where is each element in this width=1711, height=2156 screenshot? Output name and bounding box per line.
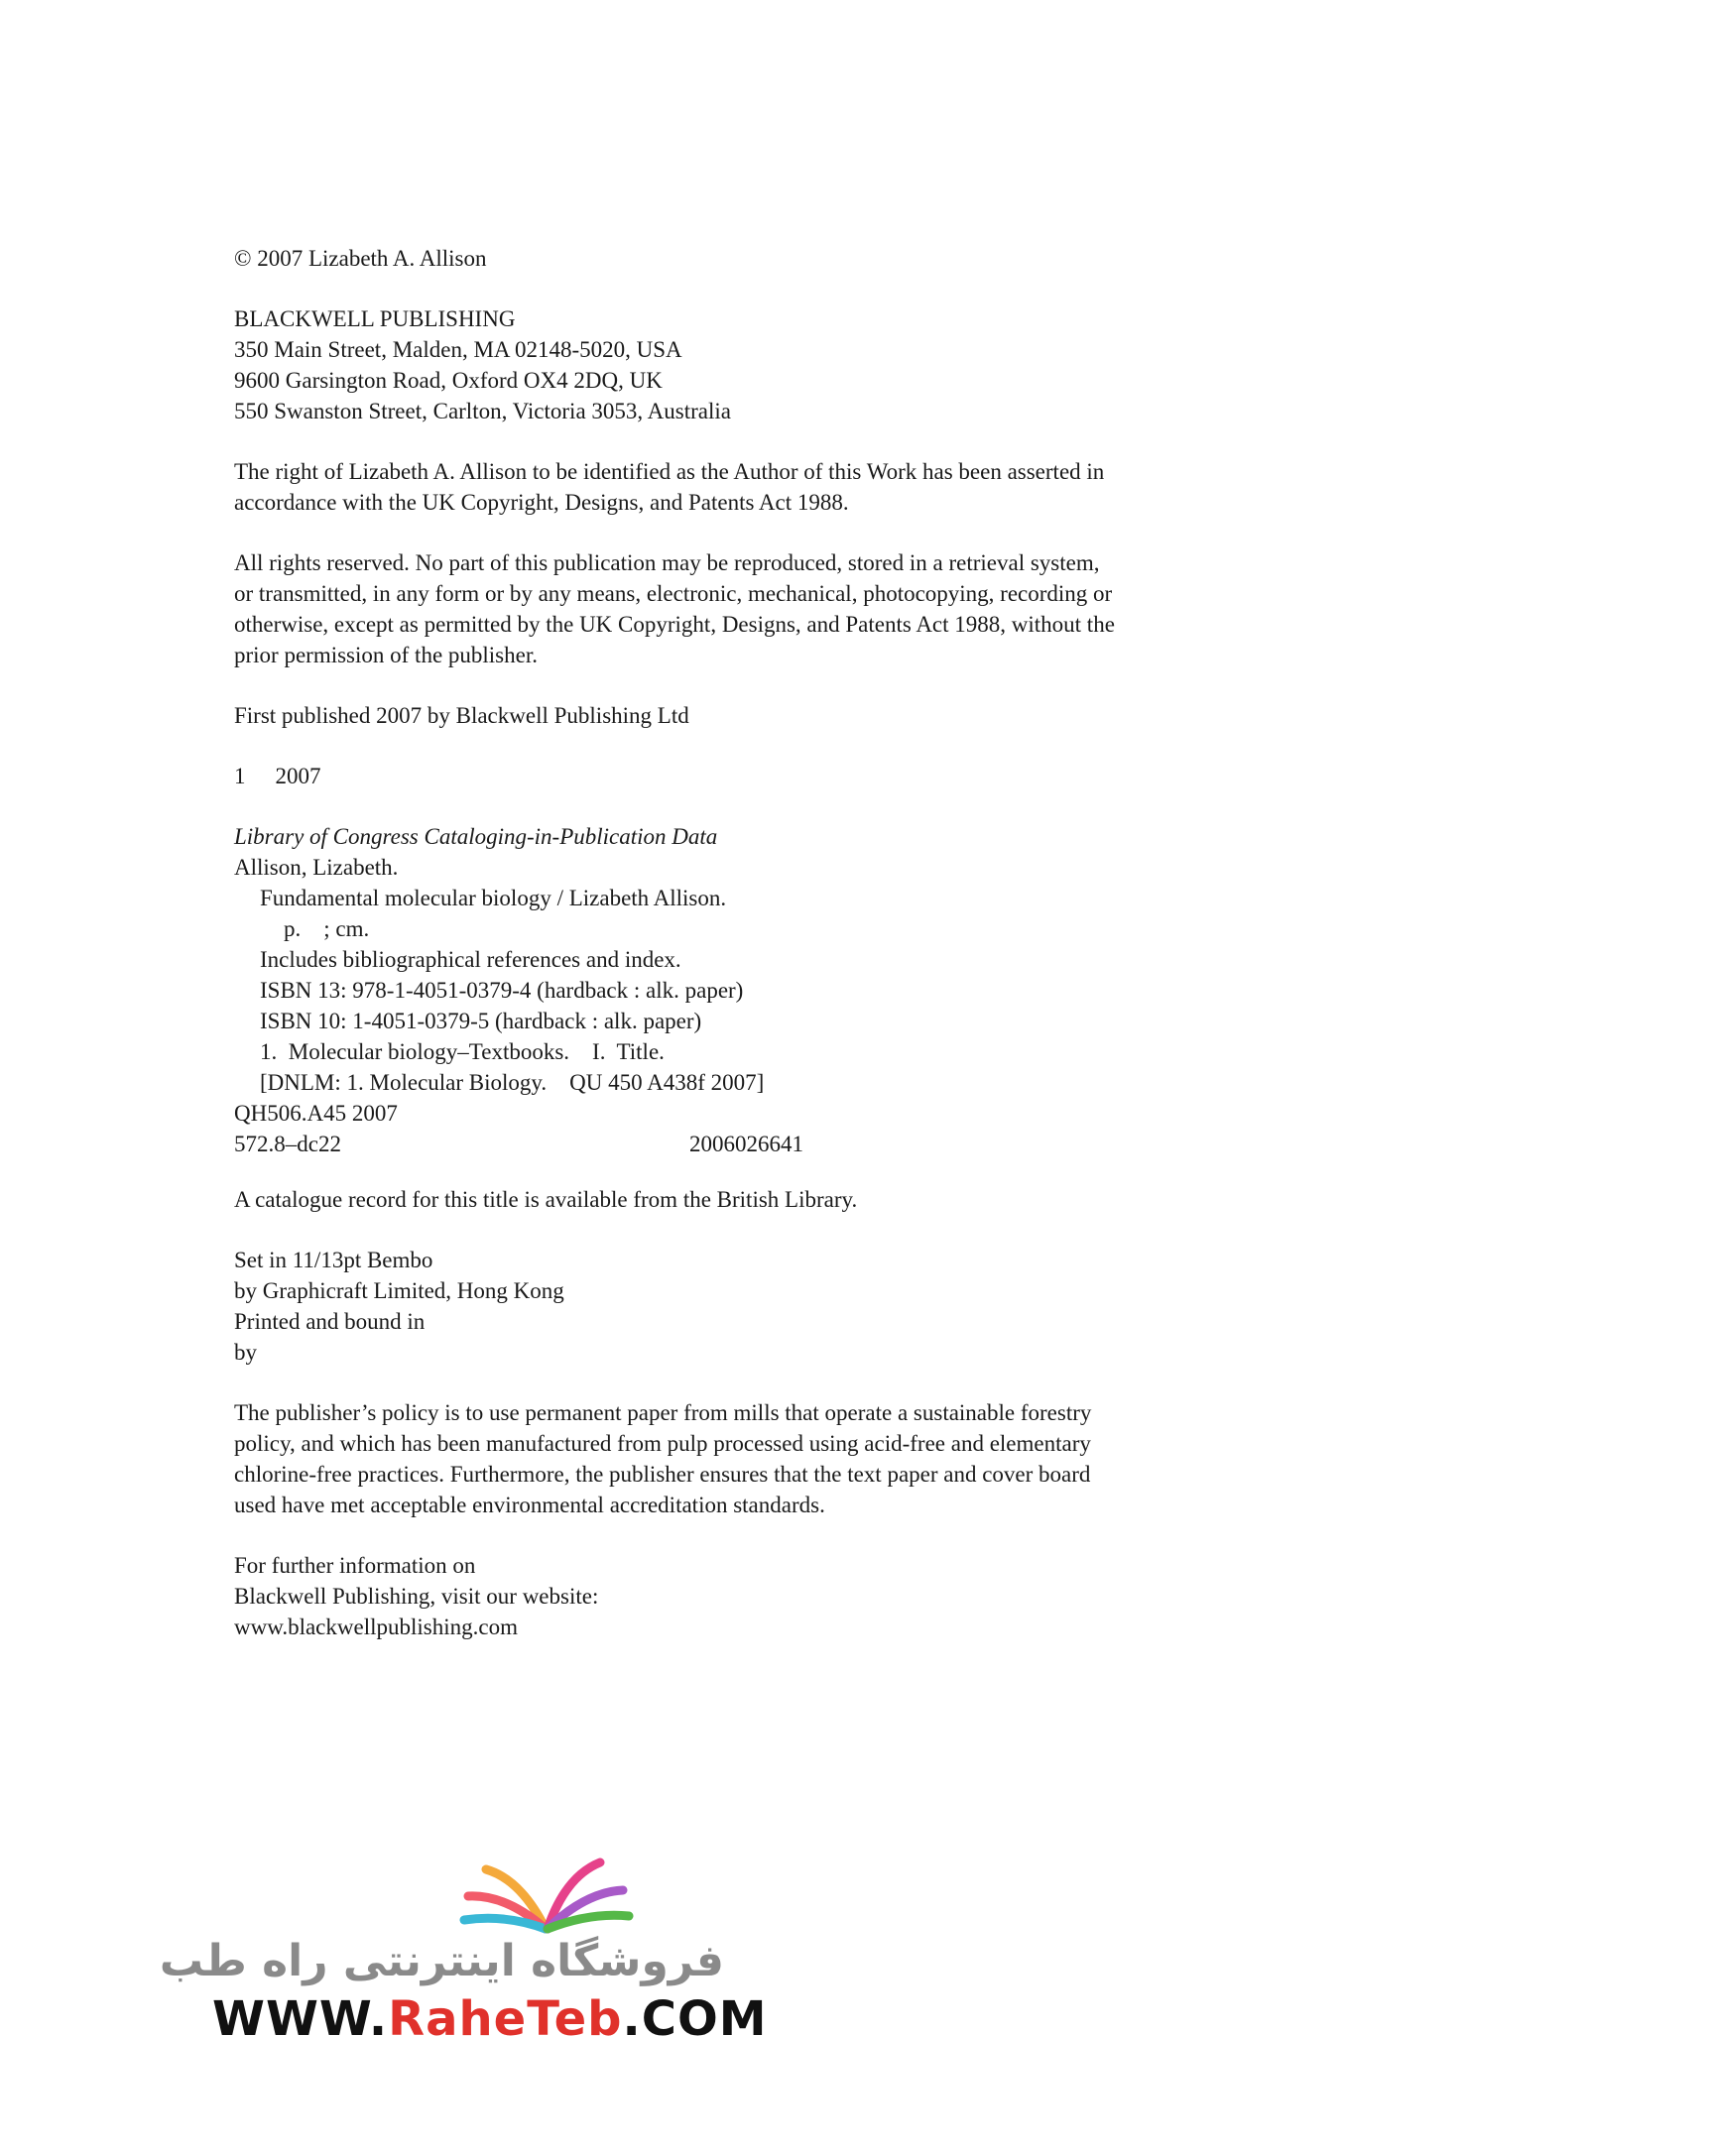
production-line: Printed and bound in	[234, 1309, 426, 1334]
first-published-block	[234, 700, 1226, 731]
further-info-block	[234, 1550, 1226, 1642]
publisher-address: 350 Main Street, Malden, MA 02148-5020, USA	[234, 337, 682, 362]
paragraph-line: The publisher’s policy is to use permanent paper from mills that operate a sustainable forestry	[234, 1400, 1092, 1425]
cip-block	[234, 821, 1226, 1159]
paragraph-line: prior permission of the publisher.	[234, 643, 538, 667]
cip-physical: p. ; cm.	[284, 916, 370, 941]
impression-line	[234, 761, 1226, 791]
open-book-icon	[208, 1835, 744, 1934]
paragraph-line: chlorine-free practices. Furthermore, the publisher ensures that the text paper and cover board	[234, 1462, 1091, 1487]
cip-lccn: 2006026641	[689, 1132, 803, 1156]
site-prefix: WWW.	[212, 1991, 389, 2047]
moral-rights-paragraph	[234, 456, 1226, 518]
cip-isbn13: ISBN 13: 978-1-4051-0379-4 (hardback : alk. paper)	[260, 978, 744, 1003]
website-link[interactable]: www.blackwellpublishing.com	[234, 1615, 518, 1639]
paragraph-line: policy, and which has been manufactured from pulp processed using acid-free and elementary	[234, 1431, 1091, 1456]
paragraph-line: otherwise, except as permitted by the UK Copyright, Designs, and Patents Act 1988, without the	[234, 612, 1115, 637]
production-block	[234, 1245, 1226, 1368]
paragraph-line: The right of Lizabeth A. Allison to be identified as the Author of this Work has been asserted in	[234, 459, 1105, 484]
publisher-address: 550 Swanston Street, Carlton, Victoria 3053, Australia	[234, 399, 731, 423]
cip-notes: Includes bibliographical references and index.	[260, 947, 681, 972]
paragraph-line: All rights reserved. No part of this publication may be reproduced, stored in a retrieval system,	[234, 550, 1100, 575]
cip-heading: Library of Congress Cataloging-in-Publication Data	[234, 824, 718, 849]
copyright-block	[234, 243, 1226, 274]
store-name-persian: فروشگاه اینترنتی راه طب	[159, 1936, 724, 1986]
impression-year: 2007	[275, 764, 321, 788]
paper-policy-paragraph	[234, 1397, 1226, 1520]
cip-dewey-row	[234, 1129, 1226, 1159]
cip-dnlm: [DNLM: 1. Molecular Biology. QU 450 A438f 2007]	[260, 1070, 765, 1095]
further-info-line: For further information on	[234, 1553, 476, 1578]
paragraph-line: accordance with the UK Copyright, Designs, and Patents Act 1988.	[234, 490, 849, 515]
british-library-block	[234, 1184, 1226, 1215]
publisher-block	[234, 303, 1226, 426]
site-brand: RaheTeb	[388, 1991, 623, 2047]
paragraph-line: used have met acceptable environmental accreditation standards.	[234, 1493, 825, 1517]
cip-lc-class: QH506.A45 2007	[234, 1101, 398, 1126]
site-suffix: .COM	[622, 1991, 768, 2047]
cip-title: Fundamental molecular biology / Lizabeth Allison.	[260, 886, 727, 910]
cip-author: Allison, Lizabeth.	[234, 855, 399, 880]
production-line: by Graphicraft Limited, Hong Kong	[234, 1278, 564, 1303]
further-info-line: Blackwell Publishing, visit our website:	[234, 1584, 599, 1609]
production-line: Set in 11/13pt Bembo	[234, 1248, 433, 1272]
cip-subjects: 1. Molecular biology–Textbooks. I. Title.	[260, 1039, 665, 1064]
cip-dewey: 572.8–dc22	[234, 1132, 341, 1156]
first-published: First published 2007 by Blackwell Publishing Ltd	[234, 703, 689, 728]
impression-number: 1	[234, 764, 246, 788]
publisher-address: 9600 Garsington Road, Oxford OX4 2DQ, UK	[234, 368, 663, 393]
british-library-note: A catalogue record for this title is available from the British Library.	[234, 1187, 858, 1212]
raheteb-watermark	[159, 1835, 768, 2063]
rights-reserved-paragraph	[234, 547, 1226, 670]
site-url	[212, 1991, 768, 2047]
cip-isbn10: ISBN 10: 1-4051-0379-5 (hardback : alk. paper)	[260, 1009, 702, 1033]
copyright-line: © 2007 Lizabeth A. Allison	[234, 246, 487, 271]
paragraph-line: or transmitted, in any form or by any means, electronic, mechanical, photocopying, recording or	[234, 581, 1113, 606]
production-line: by	[234, 1340, 257, 1365]
publisher-name: BLACKWELL PUBLISHING	[234, 306, 516, 331]
